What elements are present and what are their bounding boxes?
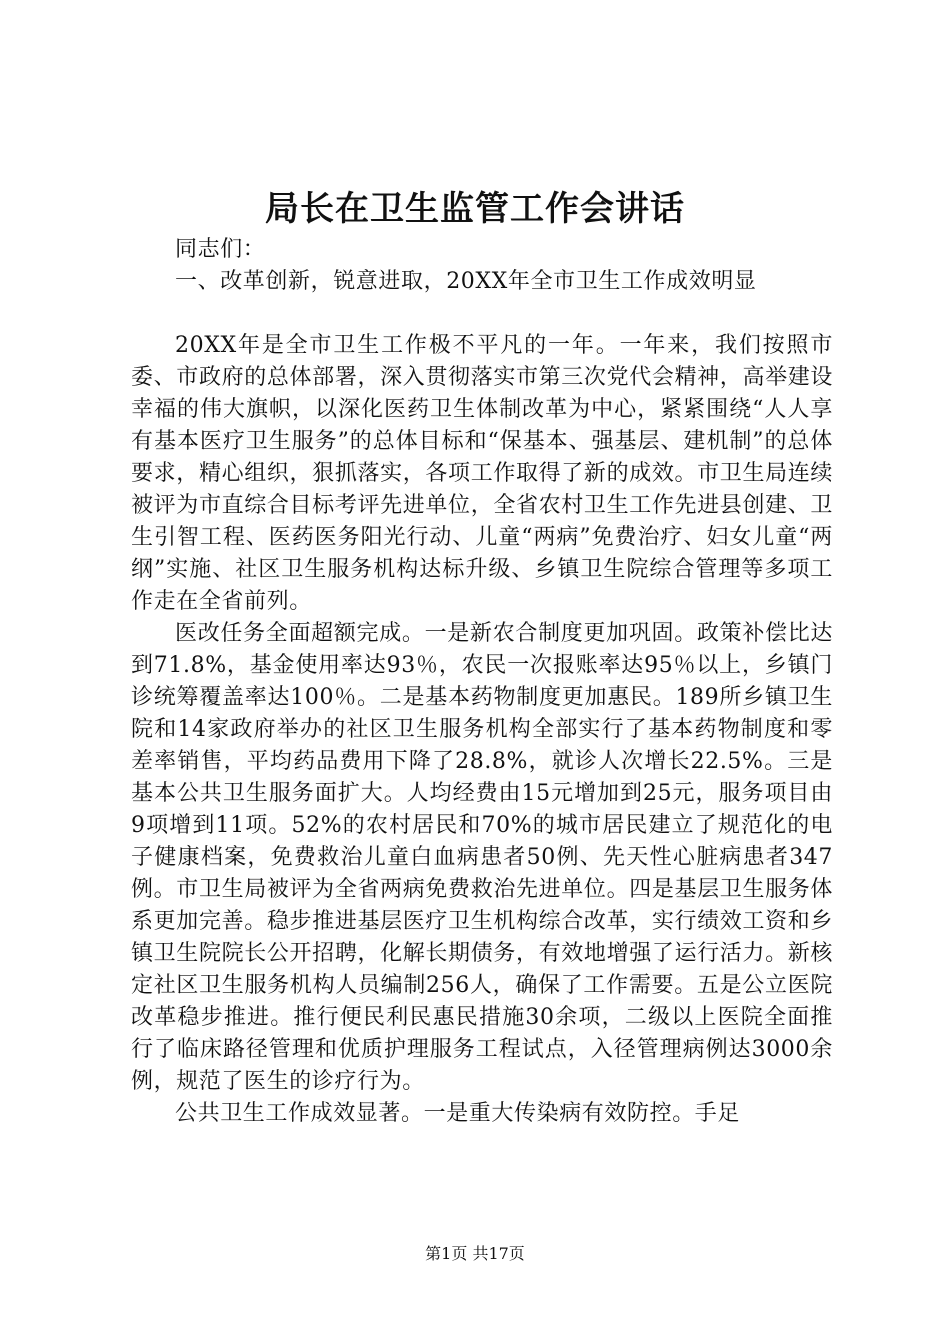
document-body [131,234,833,1130]
section-heading: 一、改革创新，锐意进取，20XX年全市卫生工作成效明显 [175,269,757,294]
body-paragraph: 医改任务全面超额完成。一是新农合制度更加巩固。政策补偿比达到71.8%，基金使用率达93％，农民一次报账率达95％以上，乡镇门诊统筹覆盖率达100％。二是基本药物制度更加惠民。189所乡镇卫生院和14家政府举办的社区卫生服务机构全部实行了基本药物制度和零差率销售，平均药品费用下降了28.8%，就诊人次增长22.5%。三是基本公共卫生服务面扩大。人均经费由15元增加到25元，服务项目由9项增到11项。52%的农村居民和70%的城市居民建立了规范化的电子健康档案，免费救治儿童白血病患者50例、先天性心脏病患者347例。市卫生局被评为全省两病免费救治先进单位。四是基层卫生服务体系更加完善。稳步推进基层医疗卫生机构综合改革，实行绩效工资和乡镇卫生院院长公开招聘，化解长期债务，有效地增强了运行活力。新核定社区卫生服务机构人员编制256人，确保了工作需要。五是公立医院改革稳步推进。推行便民利民惠民措施30余项，二级以上医院全面推行了临床路径管理和优质护理服务工程试点，入径管理病例达3000余例，规范了医生的诊疗行为。 [131,621,833,1094]
body-paragraph: 公共卫生工作成效显著。一是重大传染病有效防控。手足 [175,1101,741,1126]
document-title: 局长在卫生监管工作会讲话 [265,189,685,229]
page-footer: 第1页 共17页 [425,1244,525,1263]
salutation: 同志们： [175,237,266,262]
body-paragraph: 20XX年是全市卫生工作极不平凡的一年。一年来，我们按照市委、市政府的总体部署，深入贯彻落实市第三次党代会精神，高举建设幸福的伟大旗帜，以深化医药卫生体制改革为中心，紧紧围绕“人人享有基本医疗卫生服务”的总体目标和“保基本、强基层、建机制”的总体要求，精心组织，狠抓落实，各项工作取得了新的成效。市卫生局连续被评为市直综合目标考评先进单位，全省农村卫生工作先进县创建、卫生引智工程、医药医务阳光行动、儿童“两病”免费治疗、妇女儿童“两纲”实施、社区卫生服务机构达标升级、乡镇卫生院综合管理等多项工作走在全省前列。 [131,333,833,614]
